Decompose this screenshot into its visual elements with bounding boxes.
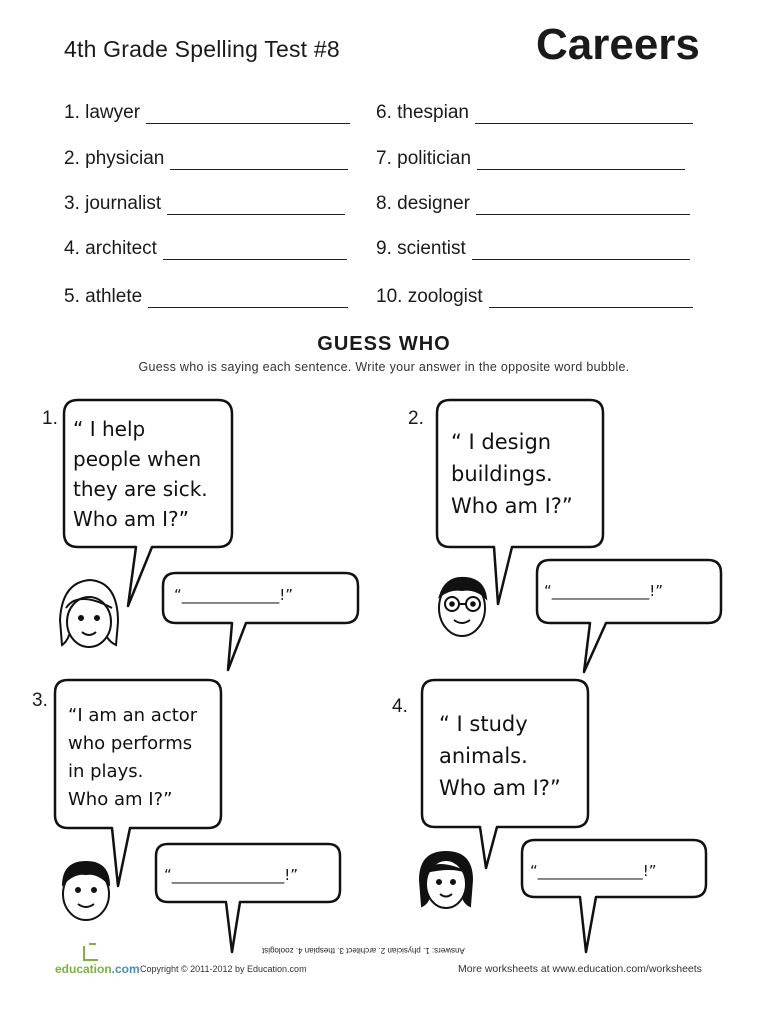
- speech-text-4: [439, 708, 561, 804]
- answer-blank-2[interactable]: “_____________!”: [544, 582, 664, 600]
- education-logo-icon: [84, 944, 98, 960]
- speech-line: Who am I?”: [73, 507, 190, 531]
- speech-line: Who am I?”: [451, 494, 573, 518]
- test-title: 4th Grade Spelling Test #8: [64, 36, 340, 62]
- answer-blank-4[interactable]: “______________!”: [530, 862, 657, 880]
- more-worksheets-link[interactable]: More worksheets at www.education.com/worksheets: [458, 963, 702, 975]
- boy-face-icon: [63, 862, 109, 920]
- word-label: 6. thespian: [376, 102, 469, 123]
- word-label: 9. scientist: [376, 238, 466, 259]
- speech-line: in plays.: [68, 761, 144, 782]
- education-logo[interactable]: [55, 962, 140, 976]
- careers-title: Careers: [536, 20, 700, 69]
- speech-line: people when: [73, 447, 202, 471]
- guess-who-instructions: Guess who is saying each sentence. Write your answer in the opposite word bubble.: [138, 360, 630, 374]
- answer-blank-1[interactable]: “_____________!”: [174, 586, 294, 604]
- word-label: 1. lawyer: [64, 102, 141, 123]
- logo-suffix: .com: [111, 962, 140, 976]
- speech-line: “I am an actor: [68, 705, 198, 726]
- word-label: 2. physician: [64, 148, 165, 169]
- girl-face-icon-1: [60, 580, 118, 647]
- answer-bubble-4: [522, 840, 706, 952]
- speech-line: “ I help: [73, 417, 146, 441]
- speech-line: who performs: [68, 733, 193, 754]
- boy-with-glasses-icon: [439, 578, 486, 636]
- answer-blank-3[interactable]: “_______________!”: [164, 866, 299, 884]
- word-label: 3. journalist: [64, 193, 162, 214]
- guess-item-number: 4.: [392, 696, 408, 717]
- speech-text-2: [451, 426, 573, 522]
- speech-line: “ I study: [439, 712, 528, 736]
- speech-line: “ I design: [451, 430, 552, 454]
- logo-text: education: [55, 962, 112, 976]
- speech-line: they are sick.: [73, 477, 208, 501]
- guess-item-number: 2.: [408, 408, 424, 429]
- guess-item-number: 1.: [42, 408, 58, 429]
- word-label: 8. designer: [376, 193, 471, 214]
- word-label: 5. athlete: [64, 286, 143, 307]
- guess-who-heading: GUESS WHO: [317, 333, 451, 355]
- speech-line: animals.: [439, 744, 528, 768]
- speech-line: buildings.: [451, 462, 553, 486]
- guess-item-number: 3.: [32, 690, 48, 711]
- speech-text-3: [68, 702, 197, 814]
- word-label: 7. politician: [376, 148, 472, 169]
- girl-face-icon-2: [420, 852, 472, 908]
- speech-text-1: [73, 414, 208, 534]
- copyright-text: Copyright © 2011-2012 by Education.com: [140, 964, 307, 974]
- answer-bubble-2: [537, 560, 721, 672]
- speech-line: Who am I?”: [68, 789, 173, 810]
- answer-key: Answers: 1. physician 2. architect 3. thespian 4. zoologist: [262, 946, 465, 955]
- word-label: 10. zoologist: [376, 286, 483, 307]
- speech-line: Who am I?”: [439, 776, 561, 800]
- answer-bubble-3: [156, 844, 340, 952]
- word-label: 4. architect: [64, 238, 157, 259]
